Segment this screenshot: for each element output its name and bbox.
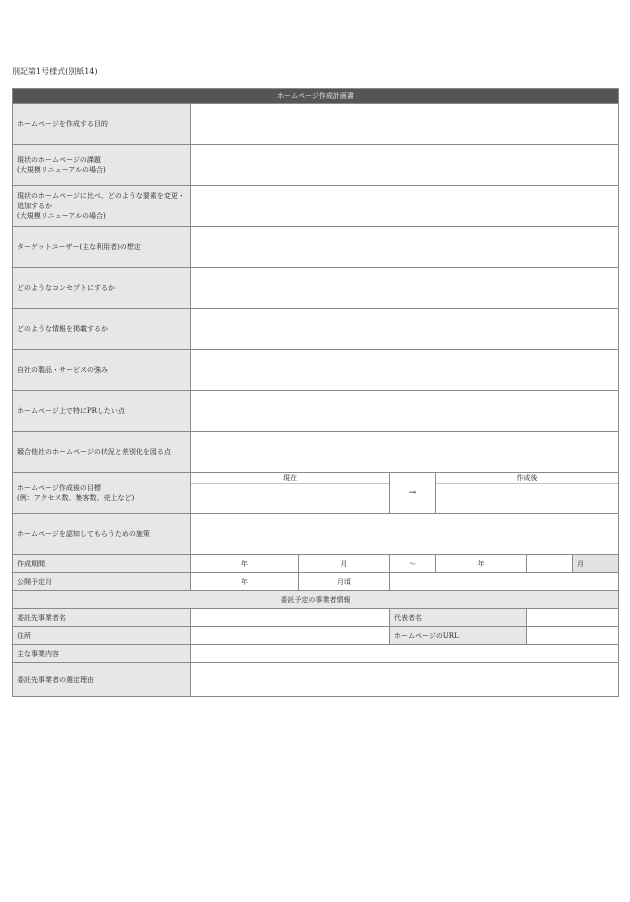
goal-label: ホームページ作成後の目標 (例：アクセス数、集客数、売上など) [13,473,191,514]
form-title: ホームページ作成計画書 [13,89,619,104]
concept-label: どのようなコンセプトにするか [13,268,191,309]
contractor-name-field[interactable] [191,609,390,627]
address-label: 住所 [13,627,191,645]
selection-reason-field[interactable] [191,663,619,697]
business-label: 主な事業内容 [13,645,191,663]
goal-current-cell[interactable] [191,473,390,514]
current-issues-field[interactable] [191,145,619,186]
content-field[interactable] [191,309,619,350]
awareness-label: ホームページを認知してもらうための施策 [13,514,191,555]
current-issues-label: 現状のホームページの課題 (大規模リニューアルの場合) [13,145,191,186]
publish-label: 公開予定月 [13,573,191,591]
pr-points-label: ホームページ上で特にPRしたい点 [13,391,191,432]
plan-form-table [12,88,619,697]
strengths-field[interactable] [191,350,619,391]
content-label: どのような情報を掲載するか [13,309,191,350]
publish-blank[interactable] [390,573,619,591]
contractor-name-label: 委託先事業者名 [13,609,191,627]
period-tilde: ～ [390,555,436,573]
pr-points-field[interactable] [191,391,619,432]
period-label: 作成期間 [13,555,191,573]
goal-after-cell[interactable] [436,473,619,514]
period-year-start[interactable]: 年 [191,555,299,573]
selection-reason-label: 委託先事業者の選定理由 [13,663,191,697]
period-month-end[interactable]: 月 [573,555,619,573]
url-field[interactable] [527,627,619,645]
goal-after-label: 作成後 [436,473,618,484]
competitors-label: 競合他社のホームページの状況と差別化を図る点 [13,432,191,473]
awareness-field[interactable] [191,514,619,555]
address-field[interactable] [191,627,390,645]
publish-month[interactable]: 月頃 [299,573,390,591]
purpose-label: ホームページを作成する目的 [13,104,191,145]
form-id: 別記第1号様式(別紙14) [12,67,98,76]
representative-label: 代表者名 [390,609,527,627]
period-blank[interactable] [527,555,573,573]
period-year-end[interactable]: 年 [436,555,527,573]
changes-field[interactable] [191,186,619,227]
target-user-label: ターゲットユーザー(主な利用者)の想定 [13,227,191,268]
contractor-section-title: 委託予定の事業者情報 [13,591,619,609]
competitors-field[interactable] [191,432,619,473]
publish-year[interactable]: 年 [191,573,299,591]
target-user-field[interactable] [191,227,619,268]
goal-current-label: 現在 [191,473,389,484]
goal-arrow: → [390,473,436,514]
strengths-label: 自社の製品・サービスの強み [13,350,191,391]
representative-field[interactable] [527,609,619,627]
changes-label: 現状のホームページに比べ、どのような要素を変更・追加するか (大規模リニューアルの場合) [13,186,191,227]
url-label: ホームページのURL [390,627,527,645]
purpose-field[interactable] [191,104,619,145]
business-field[interactable] [191,645,619,663]
period-month-start[interactable]: 月 [299,555,390,573]
concept-field[interactable] [191,268,619,309]
